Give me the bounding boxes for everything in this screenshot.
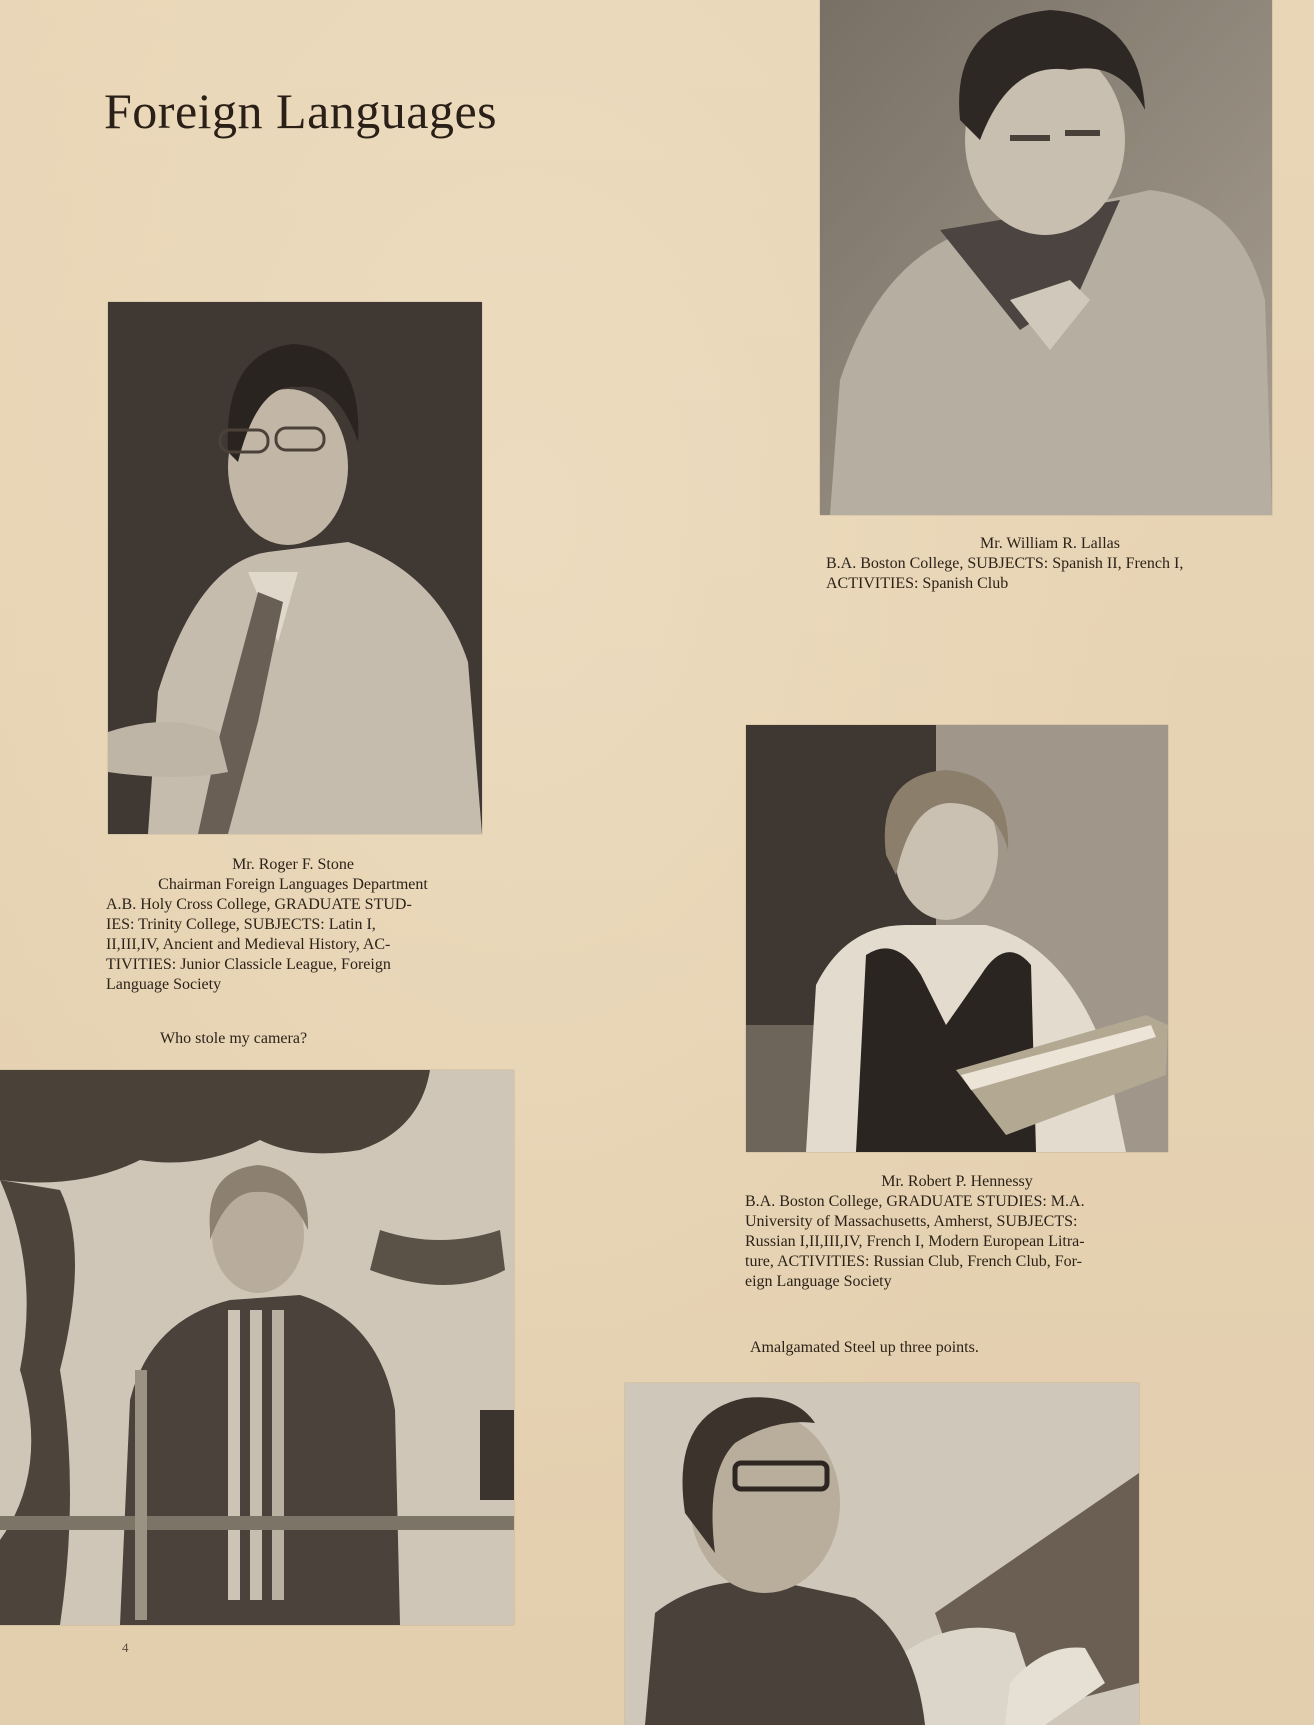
photo-stone	[108, 302, 482, 834]
page-title: Foreign Languages	[104, 83, 498, 139]
caption-hennessy	[745, 1172, 1169, 1292]
caption-line: B.A. Boston College, SUBJECTS: Spanish II, French I,	[826, 555, 1184, 572]
caption-line: University of Massachusetts, Amherst, SUBJECTS:	[745, 1213, 1078, 1230]
caption-stone	[106, 855, 480, 995]
photo-hennessy	[746, 725, 1168, 1152]
caption-lallas	[826, 534, 1274, 594]
photo-bottom	[625, 1383, 1139, 1725]
caption-line: eign Language Society	[745, 1273, 892, 1290]
caption-line: Language Society	[106, 976, 222, 993]
candid-image	[0, 1070, 514, 1625]
portrait-image	[625, 1383, 1139, 1725]
caption-line: Russian I,II,III,IV, French I, Modern European Litra-	[745, 1233, 1085, 1250]
portrait-image	[820, 0, 1272, 515]
caption-line: IES: Trinity College, SUBJECTS: Latin I,	[106, 916, 376, 933]
caption-line: Chairman Foreign Languages Department	[158, 876, 428, 893]
page-number: 4	[122, 1640, 129, 1655]
caption-line: ture, ACTIVITIES: Russian Club, French Club, For-	[745, 1253, 1082, 1270]
teacher-name: Mr. Robert P. Hennessy	[881, 1173, 1033, 1190]
photo-lallas	[820, 0, 1272, 515]
teacher-name: Mr. William R. Lallas	[980, 535, 1120, 552]
caption-line: B.A. Boston College, GRADUATE STUDIES: M.A.	[745, 1193, 1085, 1210]
caption-line: ACTIVITIES: Spanish Club	[826, 575, 1009, 592]
caption-camera: Who stole my camera?	[160, 1030, 308, 1047]
caption-line: II,III,IV, Ancient and Medieval History, AC-	[106, 936, 391, 953]
portrait-image	[746, 725, 1168, 1152]
caption-line: A.B. Holy Cross College, GRADUATE STUD-	[106, 896, 412, 913]
caption-line: TIVITIES: Junior Classicle League, Foreign	[106, 956, 391, 973]
portrait-image	[108, 302, 482, 834]
photo-camera	[0, 1070, 514, 1625]
caption-steel: Amalgamated Steel up three points.	[750, 1339, 979, 1356]
teacher-name: Mr. Roger F. Stone	[232, 856, 354, 873]
